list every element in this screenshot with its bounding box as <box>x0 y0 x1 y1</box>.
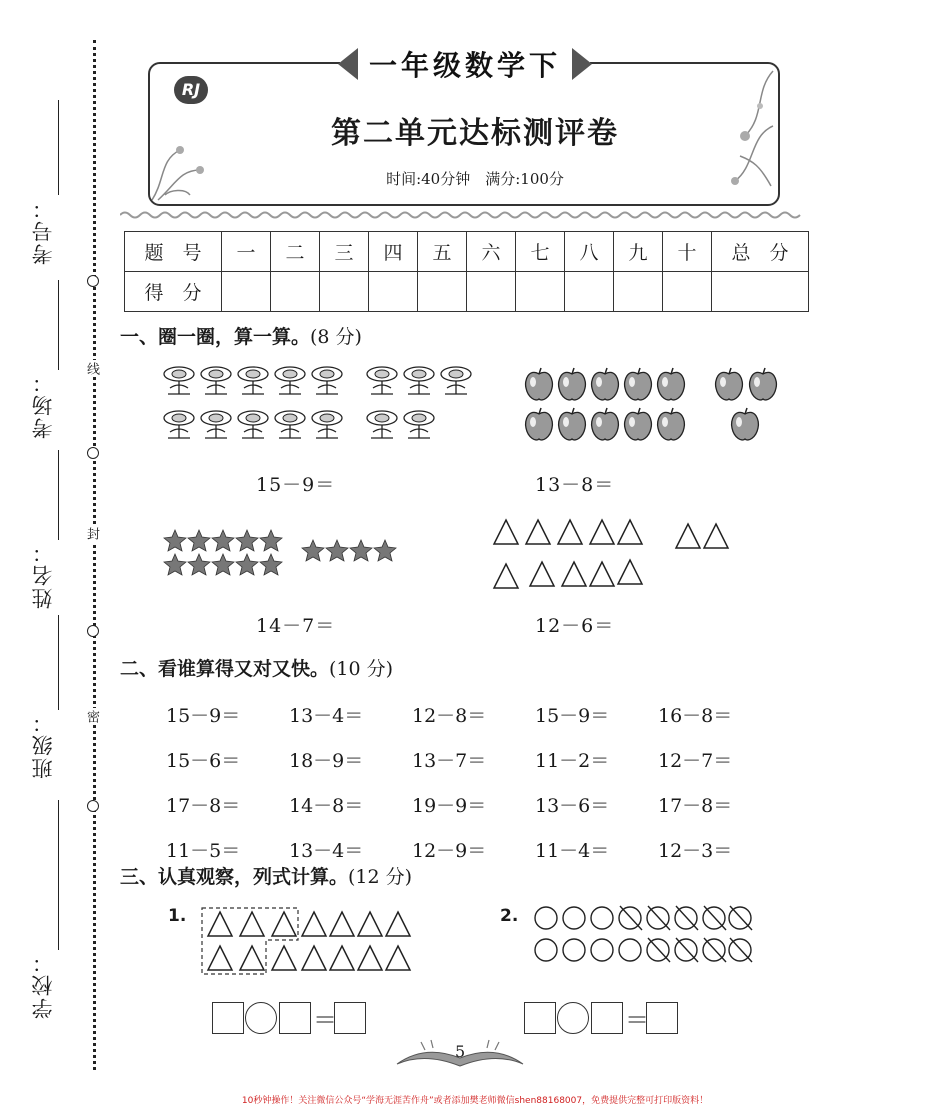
section3-title: 三、认真观察，列式计算。 <box>120 866 349 888</box>
edition-badge-text: RJ版 <box>174 76 208 104</box>
footer-notice: 10秒钟操作！关注微信公众号“学海无涯苦作舟”或者添加樊老师微信shen88168007，免费提供完整可打印版资料！ <box>241 1096 709 1106</box>
answer-box[interactable] <box>279 1002 311 1034</box>
score-cell[interactable] <box>516 272 565 312</box>
equation-item: 13－4＝ <box>289 840 364 862</box>
equation-item: 17－8＝ <box>166 795 241 817</box>
wavy-divider <box>120 210 802 220</box>
binding-hole <box>87 625 99 637</box>
class-label: 班级： <box>31 710 55 779</box>
name-blank[interactable] <box>58 450 59 540</box>
equation-item: 16－8＝ <box>658 705 733 727</box>
seal-mark-seal: 封 <box>84 527 99 540</box>
score-table-row-head: 得 分 <box>125 272 222 312</box>
score-table-row-head: 题 号 <box>125 232 222 272</box>
grade-banner-text: 一年级数学下 <box>368 49 561 82</box>
binding-dotted-line <box>93 40 96 1070</box>
apple-group <box>520 362 790 448</box>
score-col: 六 <box>467 232 516 272</box>
edition-badge <box>174 66 232 127</box>
operator-circle[interactable] <box>245 1002 277 1034</box>
section1-title: 一、圈一圈，算一算。 <box>120 326 311 348</box>
equation-row <box>166 692 786 737</box>
grade-banner <box>340 42 590 86</box>
section2-heading <box>120 654 393 681</box>
score-cell[interactable] <box>565 272 614 312</box>
equation-item: 14－8＝ <box>289 795 364 817</box>
exam-room-label: 考场： <box>31 370 55 439</box>
section1-equation: 12－6＝ <box>535 615 615 637</box>
score-col: 四 <box>369 232 418 272</box>
answer-box[interactable] <box>524 1002 556 1034</box>
score-col: 九 <box>614 232 663 272</box>
equation-item: 12－8＝ <box>412 705 487 727</box>
score-cell[interactable] <box>320 272 369 312</box>
question-1-number: 1. <box>168 906 187 926</box>
score-table-header-row <box>125 232 809 272</box>
flower-group <box>160 362 490 448</box>
binding-hole <box>87 447 99 459</box>
equation-item: 15－9＝ <box>166 705 241 727</box>
page-number: 5 <box>455 1042 466 1061</box>
equals-sign: ＝ <box>313 1006 337 1034</box>
equation-item: 17－8＝ <box>658 795 733 817</box>
score-col: 二 <box>271 232 320 272</box>
score-cell[interactable] <box>369 272 418 312</box>
equation-item: 15－9＝ <box>535 705 610 727</box>
answer-box[interactable] <box>591 1002 623 1034</box>
score-cell[interactable] <box>418 272 467 312</box>
banner-arrow-right-icon <box>572 48 592 80</box>
section1-points: (8 分) <box>310 326 362 348</box>
exam-number-label: 考号： <box>31 196 55 265</box>
answer-box[interactable] <box>334 1002 366 1034</box>
section3-heading <box>120 862 412 889</box>
score-cell[interactable] <box>222 272 271 312</box>
operator-circle[interactable] <box>557 1002 589 1034</box>
score-cell-total[interactable] <box>712 272 809 312</box>
score-col: 七 <box>516 232 565 272</box>
section1-equation: 13－8＝ <box>535 474 615 496</box>
equation-item: 13－6＝ <box>535 795 610 817</box>
equation-item: 18－9＝ <box>289 750 364 772</box>
equation-item: 11－4＝ <box>535 840 610 862</box>
score-cell[interactable] <box>663 272 712 312</box>
answer-box[interactable] <box>646 1002 678 1034</box>
equation-item: 15－6＝ <box>166 750 241 772</box>
section2-points: (10 分) <box>329 658 394 680</box>
class-blank[interactable] <box>58 615 59 710</box>
equation-item: 12－3＝ <box>658 840 733 862</box>
equation-row <box>166 737 786 782</box>
score-table <box>124 231 809 312</box>
section2-equation-grid <box>166 692 786 872</box>
score-col: 三 <box>320 232 369 272</box>
answer-box[interactable] <box>212 1002 244 1034</box>
equation-item: 12－7＝ <box>658 750 733 772</box>
binding-hole <box>87 800 99 812</box>
school-blank[interactable] <box>58 800 59 950</box>
question-2-circles <box>530 904 760 968</box>
equation-row <box>166 782 786 827</box>
school-label: 学校： <box>31 950 55 1019</box>
equation-item: 12－9＝ <box>412 840 487 862</box>
time-info: 时间:40分钟 满分:100分 <box>386 170 564 188</box>
score-col: 十 <box>663 232 712 272</box>
question-1-triangles <box>200 906 420 978</box>
score-col: 一 <box>222 232 271 272</box>
score-cell[interactable] <box>271 272 320 312</box>
score-col: 五 <box>418 232 467 272</box>
score-col: 八 <box>565 232 614 272</box>
name-label: 姓名： <box>31 540 55 609</box>
exam-room-blank[interactable] <box>58 280 59 370</box>
equation-item: 13－7＝ <box>412 750 487 772</box>
equals-sign: ＝ <box>625 1006 649 1034</box>
score-cell[interactable] <box>467 272 516 312</box>
score-cell[interactable] <box>614 272 663 312</box>
score-col-total: 总 分 <box>712 232 809 272</box>
triangle-group <box>490 514 750 594</box>
equation-item: 19－9＝ <box>412 795 487 817</box>
star-group <box>162 528 402 578</box>
section3-points: (12 分) <box>348 866 413 888</box>
question-2-number: 2. <box>500 906 519 926</box>
section2-title: 二、看谁算得又对又快。 <box>120 658 330 680</box>
seal-mark-line: 线 <box>84 362 99 375</box>
equation-item: 11－2＝ <box>535 750 610 772</box>
seal-mark-secret: 密 <box>84 710 99 723</box>
binding-hole <box>87 275 99 287</box>
banner-arrow-left-icon <box>338 48 358 80</box>
equation-item: 11－5＝ <box>166 840 241 862</box>
score-table-score-row <box>125 272 809 312</box>
page-title: 第二单元达标测评卷 <box>331 116 619 151</box>
section1-equation: 14－7＝ <box>256 615 336 637</box>
section1-equation: 15－9＝ <box>256 474 336 496</box>
equation-item: 13－4＝ <box>289 705 364 727</box>
section1-heading <box>120 322 362 349</box>
